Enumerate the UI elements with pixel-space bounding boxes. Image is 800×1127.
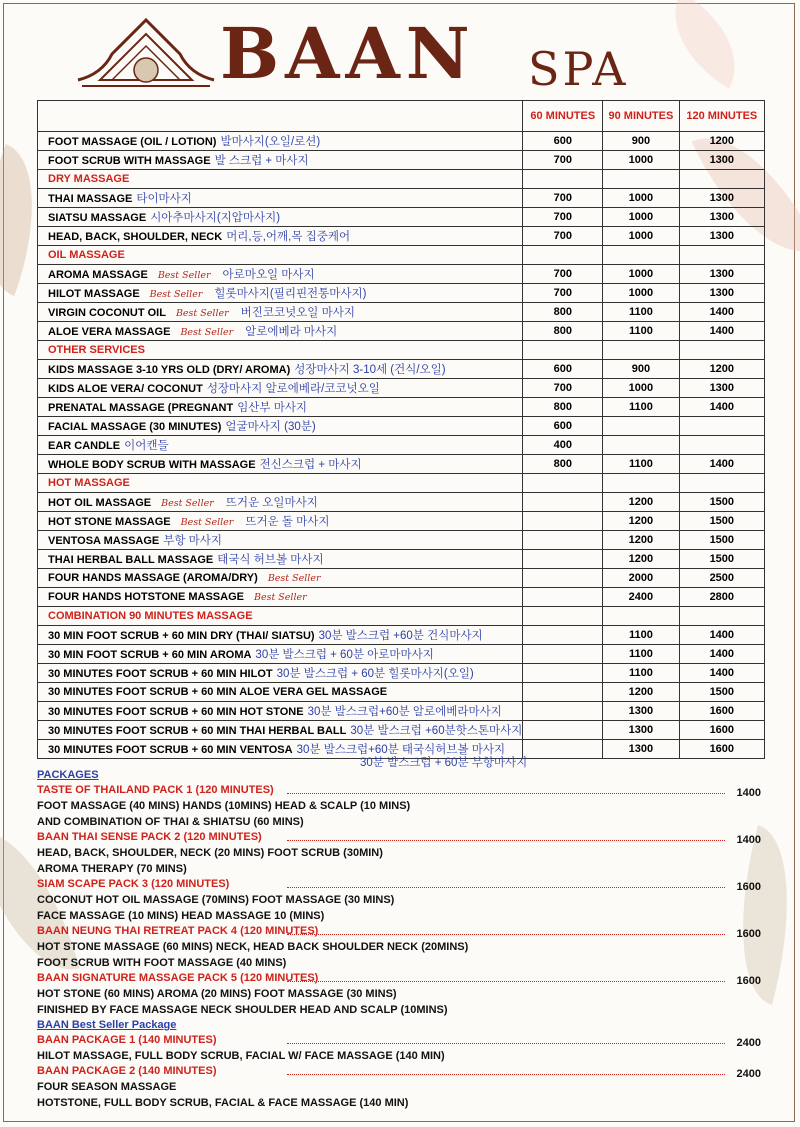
packages-title: PACKAGES: [37, 769, 99, 781]
package-description: FOOT MASSAGE (40 MINS) HANDS (10MINS) HEAD & SCALP (10 MINS): [37, 800, 411, 812]
dotted-leader: [287, 840, 725, 841]
extra-korean-note: 30분 발스크럽 + 60분 부항마사지: [360, 757, 528, 769]
service-name: KIDS ALOE VERA/ COCONUT: [48, 383, 203, 395]
korean-name: 30분 발스크럽 + 60분 힐롯마사지(오일): [276, 668, 474, 680]
column-header-60: 60 MINUTES: [523, 101, 603, 132]
package-description: COCONUT HOT OIL MASSAGE (70MINS) FOOT MASSAGE (30 MINS): [37, 894, 395, 906]
package-description: AROMA THERAPY (70 MINS): [37, 863, 187, 875]
dotted-leader: [287, 887, 725, 888]
korean-name: 이어캔들: [124, 440, 169, 452]
package-price: 1600: [736, 881, 761, 893]
service-cell: [38, 303, 523, 322]
service-name: PRENATAL MASSAGE (PREGNANT: [48, 402, 234, 414]
service-name: KIDS MASSAGE 3-10 YRS OLD (DRY/ AROMA): [48, 364, 291, 376]
empty-cell: [523, 341, 603, 360]
price-90: 2400: [603, 588, 679, 607]
package-description: HOTSTONE, FULL BODY SCRUB, FACIAL & FACE MASSAGE (140 MIN): [37, 1097, 409, 1109]
price-90: 1200: [603, 512, 679, 531]
price-90: 1300: [603, 740, 679, 759]
service-cell: [38, 265, 523, 284]
price-90: 900: [603, 132, 679, 151]
price-90: [603, 417, 679, 436]
price-120: 1300: [679, 189, 764, 208]
thai-house-logo-icon: [72, 14, 220, 90]
korean-name: 버진코코넛오일 마사지: [240, 307, 355, 319]
korean-name: 시아추마사지(지압마사지): [150, 212, 281, 224]
price-90: 1100: [603, 303, 679, 322]
price-90: 1200: [603, 550, 679, 569]
price-table: [37, 100, 765, 759]
best-seller-badge: Best Seller: [161, 498, 214, 509]
service-row: [38, 569, 765, 588]
service-cell: [38, 208, 523, 227]
service-name: 30 MINUTES FOOT SCRUB + 60 MIN VENTOSA: [48, 744, 293, 756]
korean-name: 30분 발스크럽 +60분핫스톤마사지: [350, 725, 523, 737]
service-row: [38, 284, 765, 303]
price-90: 1100: [603, 322, 679, 341]
service-row: [38, 531, 765, 550]
service-cell: [38, 569, 523, 588]
price-120: 1500: [679, 512, 764, 531]
package-title-row: [37, 783, 765, 798]
package-description: FINISHED BY FACE MASSAGE NECK SHOULDER HEAD AND SCALP (10MINS): [37, 1004, 448, 1016]
korean-name: 뜨거운 돌 마사지: [245, 516, 330, 528]
section-title: OIL MASSAGE: [38, 246, 523, 265]
price-120: 1200: [679, 360, 764, 379]
section-title: COMBINATION 90 MINUTES MASSAGE: [38, 607, 523, 626]
price-120: 1400: [679, 664, 764, 683]
package-price: 1400: [736, 834, 761, 846]
korean-name: 뜨거운 오일마사지: [225, 497, 318, 509]
section-title: DRY MASSAGE: [38, 170, 523, 189]
korean-name: 타이마사지: [136, 193, 192, 205]
korean-name: 태국식 허브볼 마사지: [217, 554, 324, 566]
service-cell: [38, 189, 523, 208]
korean-name: 부항 마사지: [163, 535, 222, 547]
service-name: SIATSU MASSAGE: [48, 212, 147, 224]
price-90: [603, 436, 679, 455]
price-120: 1600: [679, 740, 764, 759]
dotted-leader: [287, 1074, 725, 1075]
price-90: 1300: [603, 702, 679, 721]
package-title-row: [37, 1033, 765, 1048]
price-120: 1300: [679, 151, 764, 170]
service-cell: [38, 436, 523, 455]
package-description: HOT STONE MASSAGE (60 MINS) NECK, HEAD BACK SHOULDER NECK (20MINS): [37, 941, 469, 953]
price-60: [523, 702, 603, 721]
service-row: [38, 683, 765, 702]
price-60: [523, 588, 603, 607]
price-60: 800: [523, 398, 603, 417]
korean-name: 머리,등,어깨,목 집중케어: [226, 231, 351, 243]
price-90: 1200: [603, 493, 679, 512]
empty-cell: [679, 341, 764, 360]
service-cell: [38, 360, 523, 379]
package-title-row: [37, 924, 765, 939]
price-90: 2000: [603, 569, 679, 588]
price-90: 1000: [603, 208, 679, 227]
service-cell: [38, 493, 523, 512]
service-name: HOT STONE MASSAGE: [48, 516, 171, 528]
korean-name: 힐롯마사지(필리핀전통마사지): [214, 288, 367, 300]
service-name: 30 MIN FOOT SCRUB + 60 MIN AROMA: [48, 649, 252, 661]
package-description: FOOT SCRUB WITH FOOT MASSAGE (40 MINS): [37, 957, 287, 969]
package-description: AND COMBINATION OF THAI & SHIATSU (60 MINS): [37, 816, 304, 828]
price-120: 1500: [679, 493, 764, 512]
service-row: [38, 550, 765, 569]
service-cell: [38, 721, 523, 740]
dotted-leader: [287, 793, 725, 794]
service-row: [38, 265, 765, 284]
price-90: 1000: [603, 284, 679, 303]
korean-name: 발 스크럽 + 마사지: [214, 155, 309, 167]
service-cell: [38, 227, 523, 246]
service-cell: [38, 132, 523, 151]
brand-suffix: SPA: [528, 42, 629, 96]
service-row: [38, 151, 765, 170]
package-description: HEAD, BACK, SHOULDER, NECK (20 MINS) FOOT SCRUB (30MIN): [37, 847, 383, 859]
price-90: 1100: [603, 664, 679, 683]
empty-cell: [679, 607, 764, 626]
service-cell: [38, 645, 523, 664]
price-120: [679, 417, 764, 436]
korean-name: 아로마오일 마사지: [222, 269, 315, 281]
price-90: 900: [603, 360, 679, 379]
empty-cell: [603, 474, 679, 493]
column-header-90: 90 MINUTES: [603, 101, 679, 132]
service-name: AROMA MASSAGE: [48, 269, 148, 281]
price-120: 1300: [679, 227, 764, 246]
price-120: 2800: [679, 588, 764, 607]
package-name: BAAN PACKAGE 2 (140 MINUTES): [37, 1065, 217, 1077]
price-120: 1400: [679, 455, 764, 474]
service-row: [38, 322, 765, 341]
table-header: [38, 101, 765, 132]
service-cell: [38, 151, 523, 170]
service-cell: [38, 455, 523, 474]
price-120: 1400: [679, 322, 764, 341]
service-row: [38, 227, 765, 246]
dotted-leader: [287, 981, 725, 982]
service-row: [38, 512, 765, 531]
price-60: 800: [523, 455, 603, 474]
price-60: 700: [523, 227, 603, 246]
empty-cell: [603, 341, 679, 360]
price-60: 800: [523, 322, 603, 341]
price-60: [523, 740, 603, 759]
empty-cell: [679, 474, 764, 493]
price-60: [523, 493, 603, 512]
empty-cell: [679, 170, 764, 189]
best-seller-badge: Best Seller: [157, 270, 211, 281]
package-price: 2400: [736, 1037, 761, 1049]
price-120: 1300: [679, 379, 764, 398]
service-name: THAI MASSAGE: [48, 193, 133, 205]
section-row: [38, 474, 765, 493]
empty-cell: [523, 246, 603, 265]
best-seller-badge: Best Seller: [253, 592, 307, 603]
price-60: [523, 683, 603, 702]
price-60: 700: [523, 265, 603, 284]
price-60: 700: [523, 284, 603, 303]
package-name: TASTE OF THAILAND PACK 1 (120 MINUTES): [37, 784, 274, 796]
price-60: [523, 645, 603, 664]
service-name: FACIAL MASSAGE (30 MINUTES): [48, 421, 222, 433]
price-60: [523, 626, 603, 645]
best-seller-badge: Best Seller: [180, 517, 234, 528]
empty-cell: [523, 474, 603, 493]
price-90: 1000: [603, 265, 679, 284]
korean-name: 얼굴마사지 (30분): [225, 421, 316, 433]
service-cell: [38, 322, 523, 341]
service-name: EAR CANDLE: [48, 440, 121, 452]
price-60: 400: [523, 436, 603, 455]
service-name: HEAD, BACK, SHOULDER, NECK: [48, 231, 223, 243]
packages-section: [37, 768, 765, 1111]
service-name: ALOE VERA MASSAGE: [48, 326, 171, 338]
price-120: 1400: [679, 645, 764, 664]
price-120: 1300: [679, 208, 764, 227]
section-row: [38, 246, 765, 265]
empty-cell: [603, 607, 679, 626]
korean-name: 전신스크럽 + 마사지: [259, 459, 362, 471]
price-90: 1000: [603, 227, 679, 246]
service-cell: [38, 683, 523, 702]
service-name: 30 MINUTES FOOT SCRUB + 60 MIN HILOT: [48, 668, 273, 680]
korean-name: 알로에베라 마사지: [245, 326, 338, 338]
korean-name: 30분 발스크럽 + 60분 아로마마사지: [255, 649, 434, 661]
service-cell: [38, 664, 523, 683]
service-cell: [38, 626, 523, 645]
section-title: HOT MASSAGE: [38, 474, 523, 493]
service-row: [38, 702, 765, 721]
service-name: WHOLE BODY SCRUB WITH MASSAGE: [48, 459, 256, 471]
service-cell: [38, 417, 523, 436]
package-name: BAAN NEUNG THAI RETREAT PACK 4 (120 MINUTES): [37, 925, 319, 937]
service-cell: [38, 531, 523, 550]
package-title-row: [37, 971, 765, 986]
service-name: THAI HERBAL BALL MASSAGE: [48, 554, 214, 566]
service-cell: [38, 702, 523, 721]
package-title-row: [37, 877, 765, 892]
service-row: [38, 493, 765, 512]
price-90: 1000: [603, 379, 679, 398]
service-name: VIRGIN COCONUT OIL: [48, 307, 166, 319]
price-120: [679, 436, 764, 455]
section-row: [38, 607, 765, 626]
brand-name: BAAN: [220, 12, 476, 95]
column-header-120: 120 MINUTES: [679, 101, 764, 132]
service-name: FOUR HANDS HOTSTONE MASSAGE: [48, 591, 244, 603]
korean-name: 임산부 마사지: [237, 402, 308, 414]
service-name: HILOT MASSAGE: [48, 288, 140, 300]
price-120: 1200: [679, 132, 764, 151]
price-120: 1600: [679, 702, 764, 721]
korean-name: 30분 발스크럽+60분 태국식허브볼 마사지: [296, 744, 506, 756]
service-row: [38, 455, 765, 474]
service-name: 30 MINUTES FOOT SCRUB + 60 MIN THAI HERBAL BALL: [48, 725, 347, 737]
empty-cell: [523, 170, 603, 189]
service-row: [38, 398, 765, 417]
service-row: [38, 208, 765, 227]
service-name: 30 MIN FOOT SCRUB + 60 MIN DRY (THAI/ SIATSU): [48, 630, 315, 642]
service-name: 30 MINUTES FOOT SCRUB + 60 MIN ALOE VERA GEL MASSAGE: [48, 686, 388, 698]
best-seller-badge: Best Seller: [267, 573, 321, 584]
service-row: [38, 132, 765, 151]
price-90: 1200: [603, 683, 679, 702]
price-90: 1000: [603, 151, 679, 170]
service-row: [38, 303, 765, 322]
price-60: 600: [523, 417, 603, 436]
package-name: SIAM SCAPE PACK 3 (120 MINUTES): [37, 878, 230, 890]
price-120: 1400: [679, 626, 764, 645]
price-60: 700: [523, 189, 603, 208]
price-90: 1100: [603, 626, 679, 645]
package-price: 2400: [736, 1068, 761, 1080]
service-row: [38, 379, 765, 398]
section-title: OTHER SERVICES: [38, 341, 523, 360]
service-row: [38, 721, 765, 740]
price-120: 1300: [679, 284, 764, 303]
empty-cell: [679, 246, 764, 265]
section-row: [38, 170, 765, 189]
package-name: BAAN SIGNATURE MASSAGE PACK 5 (120 MINUTES): [37, 972, 319, 984]
service-cell: [38, 550, 523, 569]
price-90: 1200: [603, 531, 679, 550]
best-seller-badge: Best Seller: [175, 308, 229, 319]
korean-name: 30분 발스크럽+60분 알로에베라마사지: [307, 706, 502, 718]
price-60: [523, 512, 603, 531]
header: [0, 0, 800, 98]
service-cell: [38, 379, 523, 398]
dotted-leader: [287, 934, 725, 935]
package-title-row: [37, 1064, 765, 1079]
price-90: 1000: [603, 189, 679, 208]
package-description: FACE MASSAGE (10 MINS) HEAD MASSAGE 10 (MINS): [37, 910, 325, 922]
best-seller-package-title: BAAN Best Seller Package: [37, 1019, 177, 1031]
package-title-row: [37, 830, 765, 845]
price-90: 1100: [603, 645, 679, 664]
dotted-leader: [287, 1043, 725, 1044]
package-price: 1600: [736, 975, 761, 987]
best-seller-badge: Best Seller: [149, 289, 203, 300]
service-cell: [38, 588, 523, 607]
package-description: HOT STONE (60 MINS) AROMA (20 MINS) FOOT MASSAGE (30 MINS): [37, 988, 397, 1000]
service-row: [38, 645, 765, 664]
price-120: 1400: [679, 398, 764, 417]
service-row: [38, 588, 765, 607]
price-90: 1100: [603, 455, 679, 474]
price-60: 700: [523, 208, 603, 227]
service-row: [38, 626, 765, 645]
service-row: [38, 664, 765, 683]
empty-cell: [603, 246, 679, 265]
korean-name: 성장마사지 알로에베라/코코넛오일: [206, 383, 380, 395]
price-60: 700: [523, 151, 603, 170]
best-seller-badge: Best Seller: [180, 327, 234, 338]
korean-name: 발마사지(오일/로션): [220, 136, 321, 148]
section-row: [38, 341, 765, 360]
service-row: [38, 189, 765, 208]
price-90: 1100: [603, 398, 679, 417]
korean-name: 성장마사지 3-10세 (건식/오일): [294, 364, 446, 376]
korean-name: 30분 발스크럽 +60분 건식마사지: [318, 630, 483, 642]
service-name: FOOT SCRUB WITH MASSAGE: [48, 155, 211, 167]
service-cell: [38, 512, 523, 531]
price-60: [523, 721, 603, 740]
service-name: FOUR HANDS MASSAGE (AROMA/DRY): [48, 572, 258, 584]
service-row: [38, 417, 765, 436]
price-60: [523, 569, 603, 588]
price-60: 800: [523, 303, 603, 322]
service-name: 30 MINUTES FOOT SCRUB + 60 MIN HOT STONE: [48, 706, 304, 718]
price-60: [523, 664, 603, 683]
service-row: [38, 436, 765, 455]
price-60: [523, 531, 603, 550]
price-120: 1600: [679, 721, 764, 740]
price-60: 700: [523, 379, 603, 398]
empty-cell: [603, 170, 679, 189]
price-120: 1400: [679, 303, 764, 322]
price-120: 1500: [679, 550, 764, 569]
service-name: HOT OIL MASSAGE: [48, 497, 152, 509]
price-60: [523, 550, 603, 569]
price-60: 600: [523, 360, 603, 379]
price-120: 1500: [679, 531, 764, 550]
empty-cell: [523, 607, 603, 626]
package-description: HILOT MASSAGE, FULL BODY SCRUB, FACIAL W/ FACE MASSAGE (140 MIN): [37, 1050, 445, 1062]
service-name: FOOT MASSAGE (OIL / LOTION): [48, 136, 217, 148]
package-price: 1400: [736, 787, 761, 799]
price-120: 1300: [679, 265, 764, 284]
package-name: BAAN PACKAGE 1 (140 MINUTES): [37, 1034, 217, 1046]
package-price: 1600: [736, 928, 761, 940]
price-120: 2500: [679, 569, 764, 588]
service-row: [38, 360, 765, 379]
service-cell: [38, 284, 523, 303]
price-60: 600: [523, 132, 603, 151]
price-90: 1300: [603, 721, 679, 740]
service-name: VENTOSA MASSAGE: [48, 535, 160, 547]
price-120: 1500: [679, 683, 764, 702]
package-description: FOUR SEASON MASSAGE: [37, 1081, 177, 1093]
service-cell: [38, 398, 523, 417]
package-name: BAAN THAI SENSE PACK 2 (120 MINUTES): [37, 831, 262, 843]
